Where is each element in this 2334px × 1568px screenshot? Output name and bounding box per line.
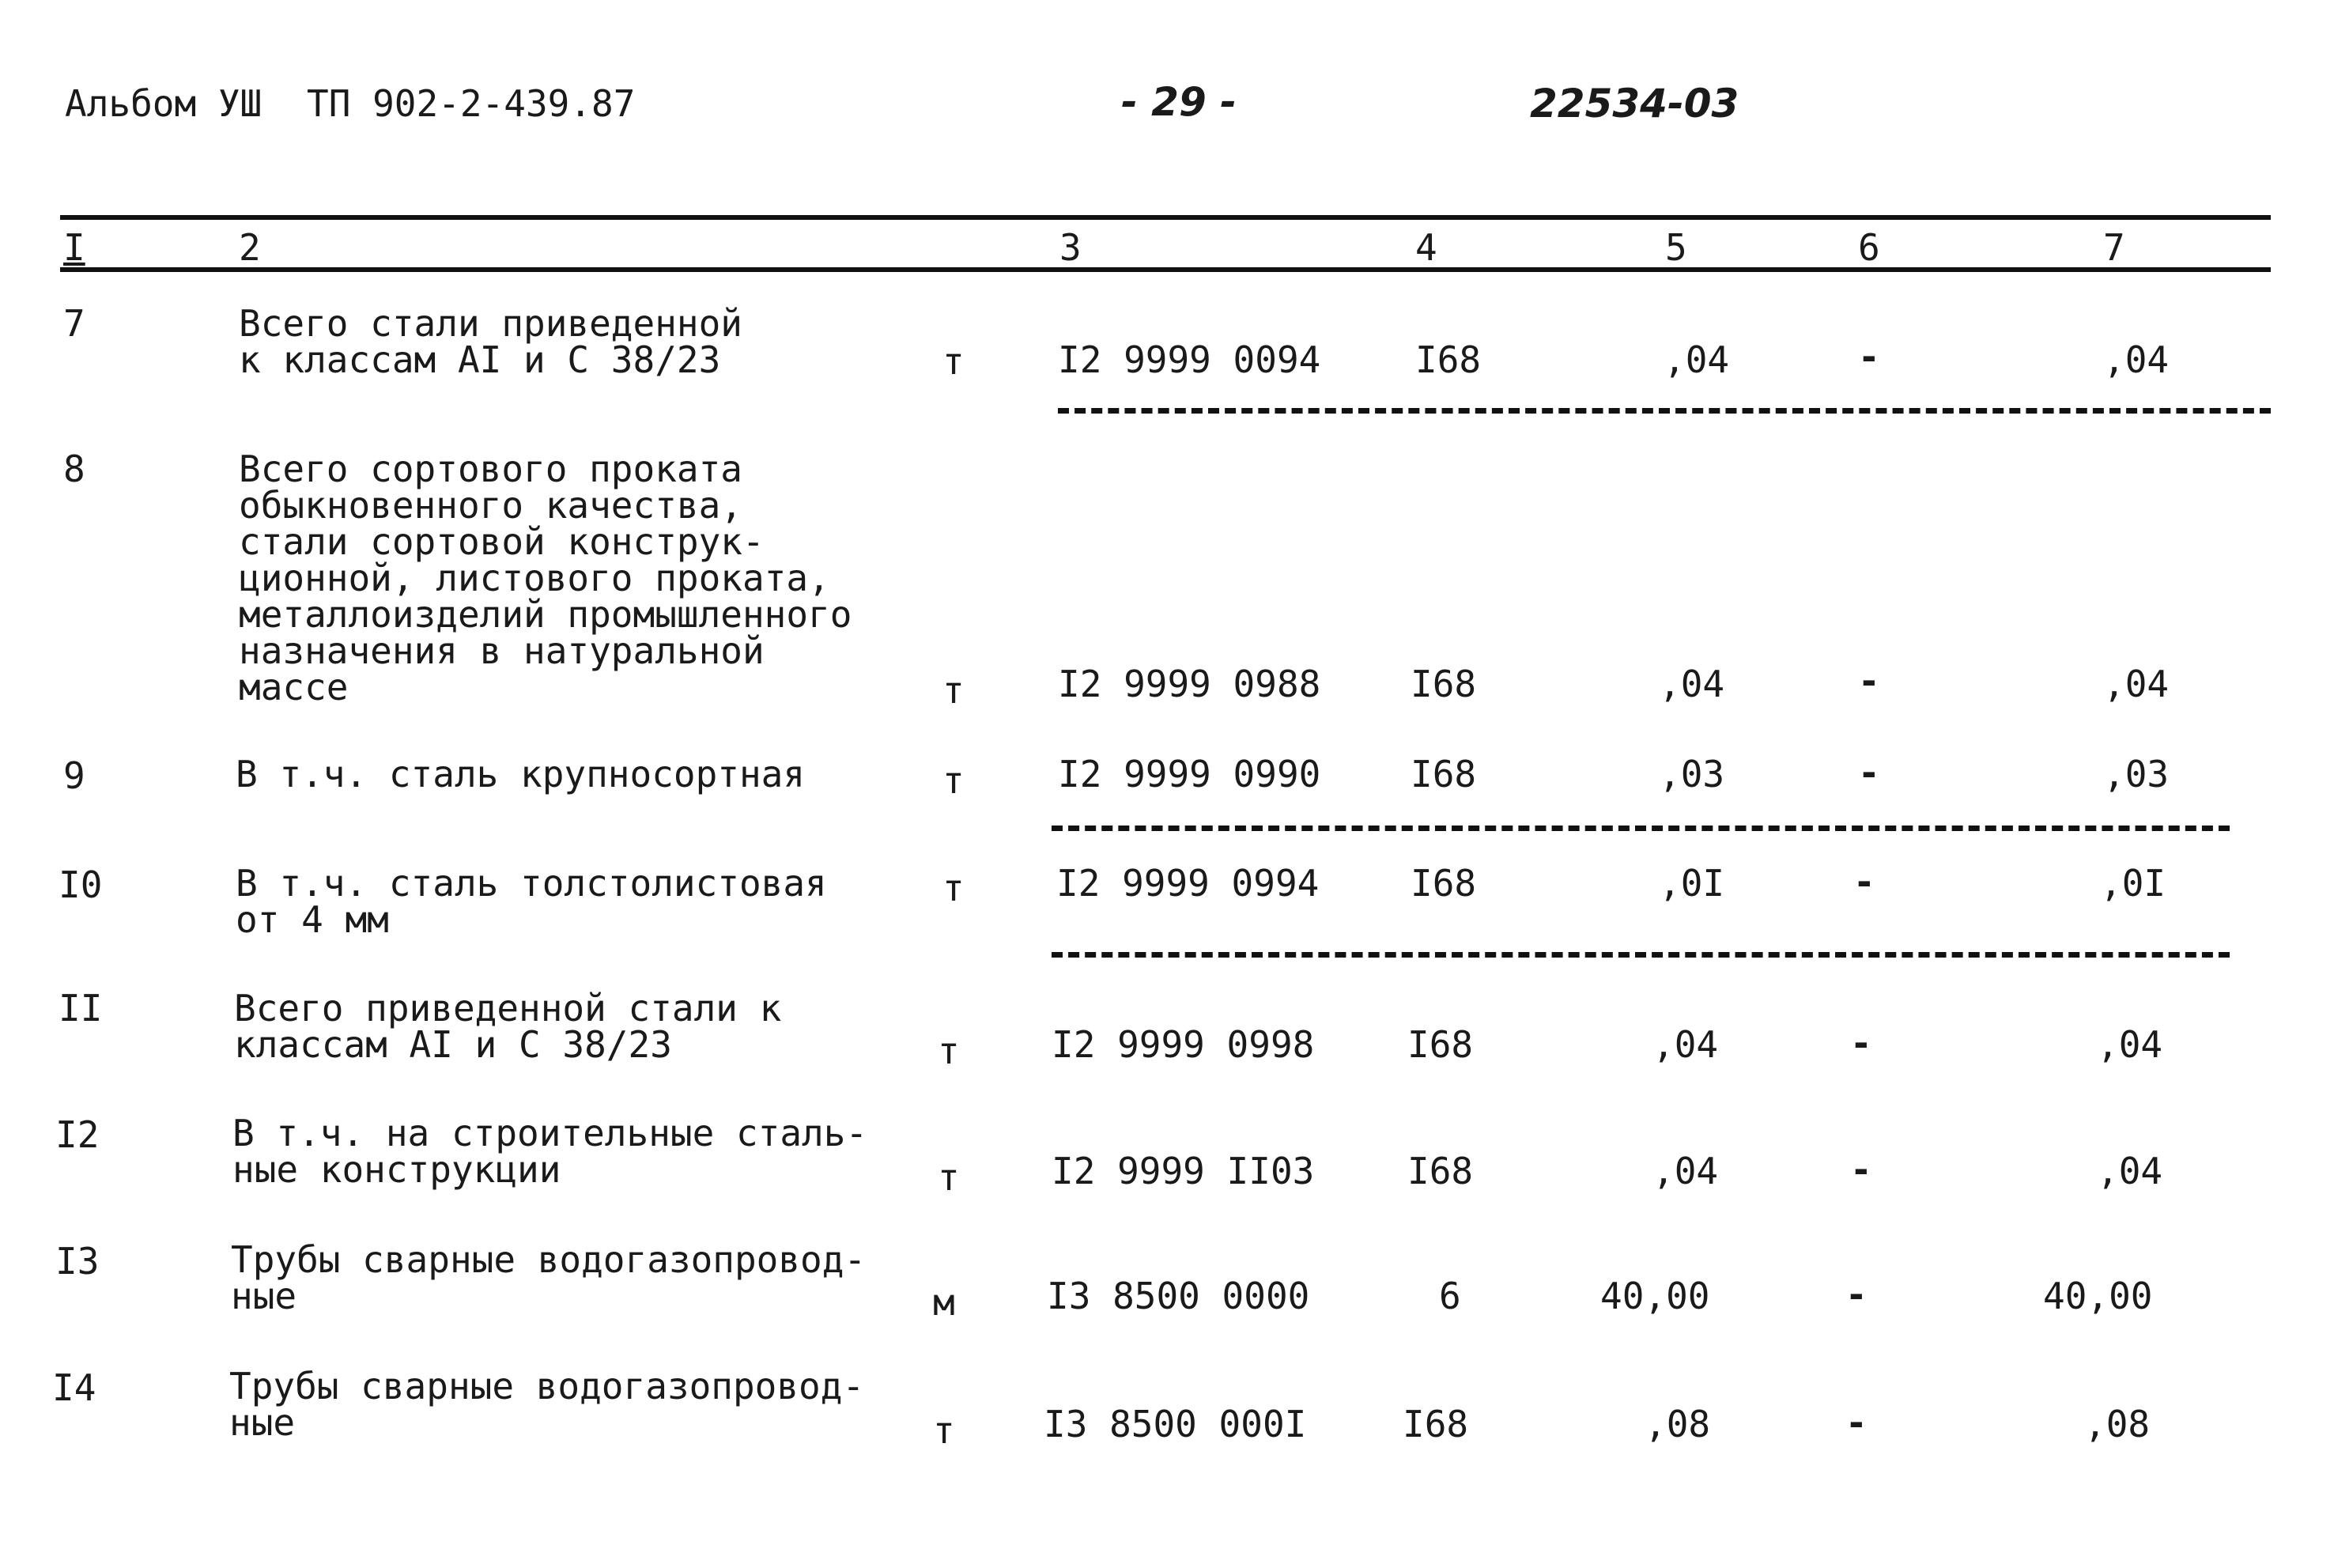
row-description: В т.ч. сталь толстолистовая от 4 мм [236,862,827,941]
table-top-rule [60,215,2271,220]
row-code: I2 9999 0094 [1058,338,1321,381]
row-col7: ,04 [2103,663,2170,705]
project-code: ТП 902-2-439.87 [307,82,636,125]
col-header-7: 7 [2103,226,2125,269]
row-col4: I68 [1411,753,1477,795]
row-col7: ,04 [2097,1023,2163,1066]
row-col5: 40,00 [1600,1275,1710,1317]
row-description: В т.ч. на строительные сталь- ные конструкции [232,1112,868,1191]
row-col7: ,04 [2097,1150,2163,1192]
row-description: Трубы сварные водогазопровод- ные [229,1365,865,1444]
row-col7: 40,00 [2043,1275,2153,1317]
row-unit: м [933,1281,955,1324]
col-header-2: 2 [239,226,261,269]
row-col4: I68 [1411,663,1477,705]
row-number: I4 [52,1366,96,1409]
dashed-separator [1058,408,2271,414]
row-col7: ,0I [2100,862,2166,905]
row-col5: ,0I [1659,862,1725,905]
row-col6: - [1850,1148,1872,1191]
row-col6: - [1845,1401,1868,1444]
column-header-rule [60,267,2271,272]
row-unit: т [942,759,965,802]
album-label: Альбом УШ [65,82,262,125]
row-col6: - [1858,751,1880,794]
row-col4: I68 [1403,1403,1469,1445]
col-header-3: 3 [1059,226,1082,269]
row-unit: т [942,340,965,383]
row-description: Всего стали приведенной к классам АI и С 38/23 [239,302,742,381]
row-code: I3 8500 000I [1044,1403,1307,1445]
row-unit: т [933,1409,955,1452]
row-col6: - [1845,1273,1868,1316]
row-col5: ,04 [1652,1150,1719,1192]
row-col5: ,04 [1659,663,1725,705]
row-code: I2 9999 0988 [1058,663,1321,705]
row-description: Трубы сварные водогазопровод- ные [231,1238,867,1317]
row-description: Всего приведенной стали к классам АI и С 38/23 [234,987,782,1066]
row-unit: т [938,1030,960,1072]
row-number: I0 [59,863,103,906]
row-number: 8 [63,448,85,490]
row-col6: - [1858,659,1880,702]
row-col5: ,03 [1659,753,1725,795]
row-col7: ,04 [2103,338,2170,381]
row-col7: ,03 [2103,753,2170,795]
col-header-4: 4 [1415,226,1437,269]
row-col4: I68 [1407,1023,1474,1066]
row-description: Всего сортового проката обыкновенного качества, стали сортовой конструк- ционной, листового проката, металлоизделий промышленного назначения в натуральной массе [239,448,852,708]
row-description: В т.ч. сталь крупносортная [236,753,806,795]
row-number: I3 [55,1240,100,1283]
dashed-separator [1052,826,2230,831]
row-col7: ,08 [2084,1403,2151,1445]
row-code: I3 8500 0000 [1047,1275,1310,1317]
dashed-separator [1052,952,2230,958]
row-col4: I68 [1411,862,1477,905]
row-unit: т [938,1156,960,1199]
row-col5: ,08 [1645,1403,1711,1445]
row-number: I2 [55,1113,100,1156]
row-number: 9 [63,754,85,797]
row-col4: 6 [1439,1275,1461,1317]
row-col5: ,04 [1652,1023,1719,1066]
row-col5: ,04 [1664,338,1730,381]
row-code: I2 9999 0994 [1056,862,1320,905]
row-unit: т [942,867,965,909]
col-header-6: 6 [1858,226,1880,269]
row-col6: - [1853,860,1875,903]
row-col4: I68 [1407,1150,1474,1192]
row-code: I2 9999 0990 [1058,753,1321,795]
page-number: - 29 - [1121,79,1237,125]
row-code: I2 9999 0998 [1052,1023,1315,1066]
row-col6: - [1858,335,1880,378]
row-col4: I68 [1415,338,1482,381]
row-unit: т [942,669,965,712]
row-code: I2 9999 II03 [1052,1150,1315,1192]
doc-number: 22534-03 [1530,81,1739,127]
row-col6: - [1850,1022,1872,1064]
row-number: II [59,987,103,1030]
row-number: 7 [63,302,85,345]
col-header-5: 5 [1665,226,1687,269]
col-header-1: I [63,226,85,269]
